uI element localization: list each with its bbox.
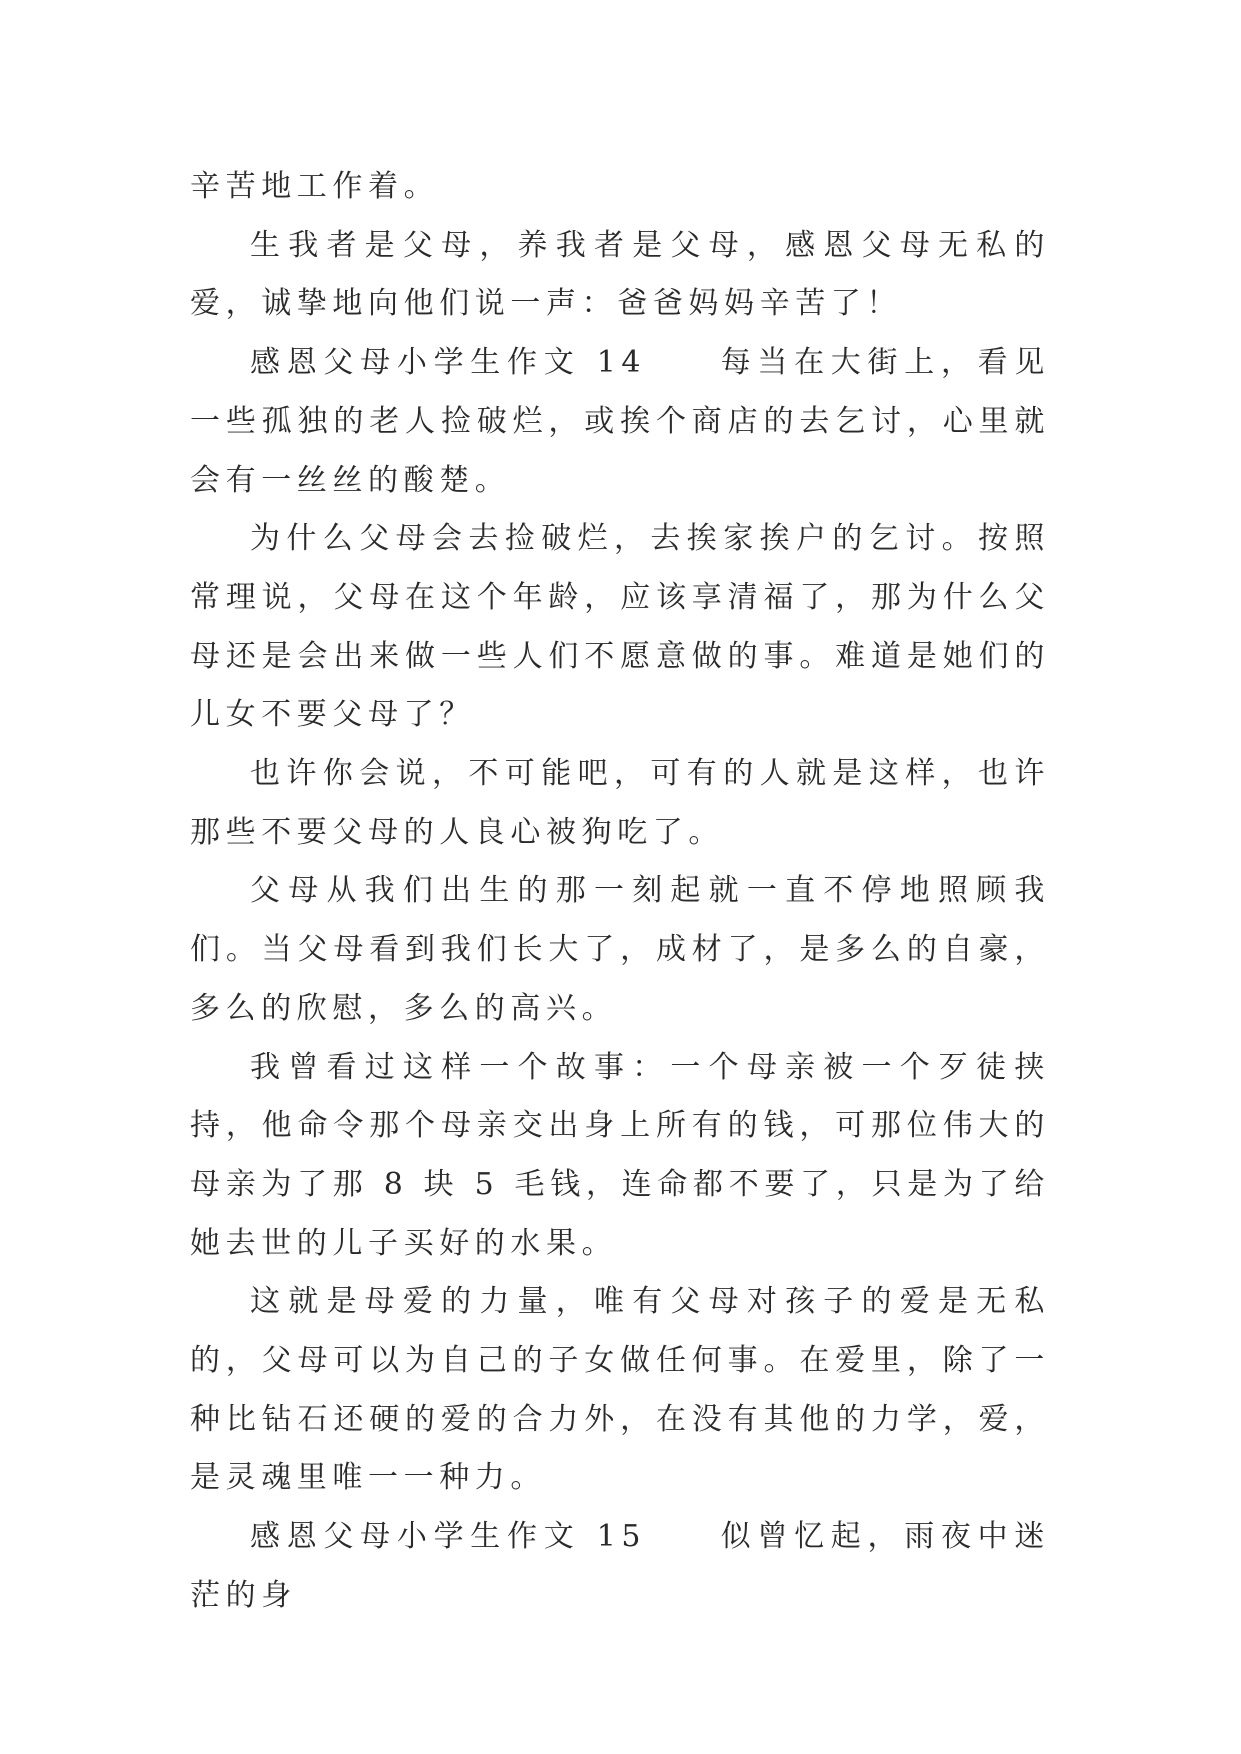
paragraph: 这就是母爱的力量，唯有父母对孩子的爱是无私的，父母可以为自己的子女做任何事。在爱里，除了一种比钻石还硬的爱的合力外，在没有其他的力学，爱，是灵魂里唯一一种力。 (190, 1284, 1050, 1496)
paragraph: 生我者是父母，养我者是父母，感恩父母无私的爱，诚挚地向他们说一声：爸爸妈妈辛苦了！ (190, 227, 1050, 322)
essay-heading-paragraph: 感恩父母小学生作文 14 每当在大街上，看见一些孤独的老人捡破烂，或挨个商店的去乞讨，心里就会有一丝丝的酸楚。 (190, 345, 1050, 498)
essay-heading-paragraph: 感恩父母小学生作文 15 似曾忆起，雨夜中迷茫的身 (190, 1519, 1050, 1613)
paragraph: 我曾看过这样一个故事：一个母亲被一个歹徒挟持，他命令那个母亲交出身上所有的钱，可那位伟大的母亲为了那 8 块 5 毛钱，连命都不要了，只是为了给她去世的儿子买好的水果。 (190, 1049, 1050, 1261)
paragraph: 父母从我们出生的那一刻起就一直不停地照顾我们。当父母看到我们长大了，成材了，是多么的自豪，多么的欣慰，多么的高兴。 (190, 873, 1050, 1026)
paragraph: 为什么父母会去捡破烂，去挨家挨户的乞讨。按照常理说，父母在这个年龄，应该享清福了，那为什么父母还是会出来做一些人们不愿意做的事。难道是她们的儿女不要父母了？ (190, 521, 1050, 733)
paragraph: 辛苦地工作着。 (190, 169, 440, 204)
document-body (190, 158, 1050, 1626)
paragraph: 也许你会说，不可能吧，可有的人就是这样，也许那些不要父母的人良心被狗吃了。 (190, 756, 1050, 850)
